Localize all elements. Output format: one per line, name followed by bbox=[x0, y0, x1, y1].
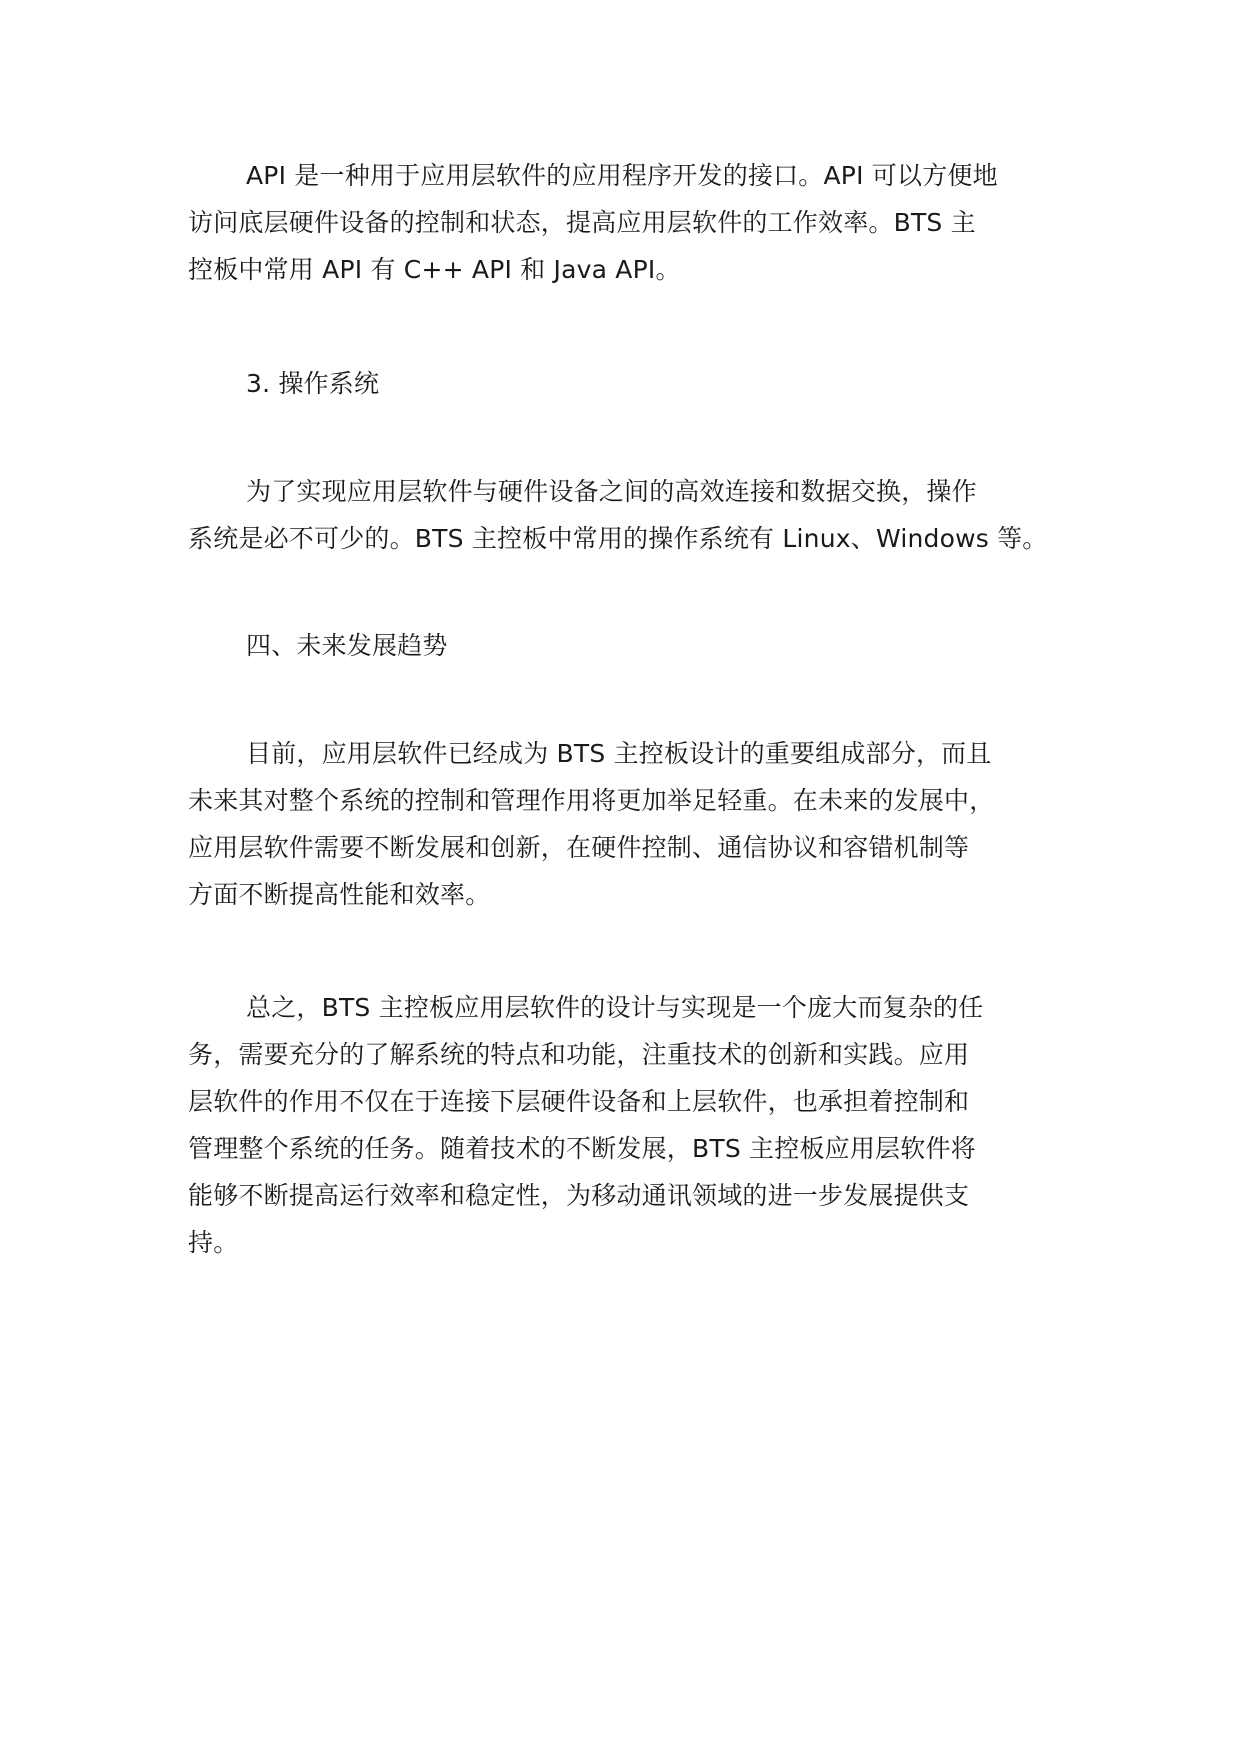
paragraph-operating-system bbox=[188, 468, 1088, 562]
paragraph-line: 未来其对整个系统的控制和管理作用将更加举足轻重。在未来的发展中， bbox=[188, 786, 995, 815]
paragraph-line: 应用层软件需要不断发展和创新，在硬件控制、通信协议和容错机制等 bbox=[188, 833, 970, 862]
paragraph-line: 层软件的作用不仅在于连接下层硬件设备和上层软件，也承担着控制和 bbox=[188, 1087, 970, 1116]
paragraph-line: 能够不断提高运行效率和稳定性，为移动通讯领域的进一步发展提供支 bbox=[188, 1181, 970, 1210]
paragraph-line: 总之，BTS 主控板应用层软件的设计与实现是一个庞大而复杂的任 bbox=[246, 993, 984, 1022]
paragraph-line: 管理整个系统的任务。随着技术的不断发展，BTS 主控板应用层软件将 bbox=[188, 1134, 976, 1163]
paragraph-line: 系统是必不可少的。BTS 主控板中常用的操作系统有 Linux、Windows 等。 bbox=[188, 524, 1048, 553]
paragraph-line: 目前，应用层软件已经成为 BTS 主控板设计的重要组成部分，而且 bbox=[246, 739, 992, 768]
paragraph-line: 控板中常用 API 有 C++ API 和 Java API。 bbox=[188, 255, 681, 284]
heading-future-trends bbox=[188, 622, 1088, 669]
paragraph-line: 务，需要充分的了解系统的特点和功能，注重技术的创新和实践。应用 bbox=[188, 1040, 970, 1069]
paragraph-line: 方面不断提高性能和效率。 bbox=[188, 880, 491, 909]
paragraph-conclusion bbox=[188, 984, 1088, 1266]
paragraph-future-trends bbox=[188, 730, 1088, 918]
paragraph-line: 持。 bbox=[188, 1228, 239, 1257]
paragraph-line: 访问底层硬件设备的控制和状态，提高应用层软件的工作效率。BTS 主 bbox=[188, 208, 976, 237]
section-heading: 四、未来发展趋势 bbox=[246, 631, 448, 660]
heading-operating-system bbox=[188, 360, 1088, 407]
paragraph-line: 为了实现应用层软件与硬件设备之间的高效连接和数据交换，操作 bbox=[246, 477, 977, 506]
section-heading: 3. 操作系统 bbox=[246, 369, 380, 398]
paragraph-api bbox=[188, 152, 1088, 293]
paragraph-line: API 是一种用于应用层软件的应用程序开发的接口。API 可以方便地 bbox=[246, 161, 998, 190]
